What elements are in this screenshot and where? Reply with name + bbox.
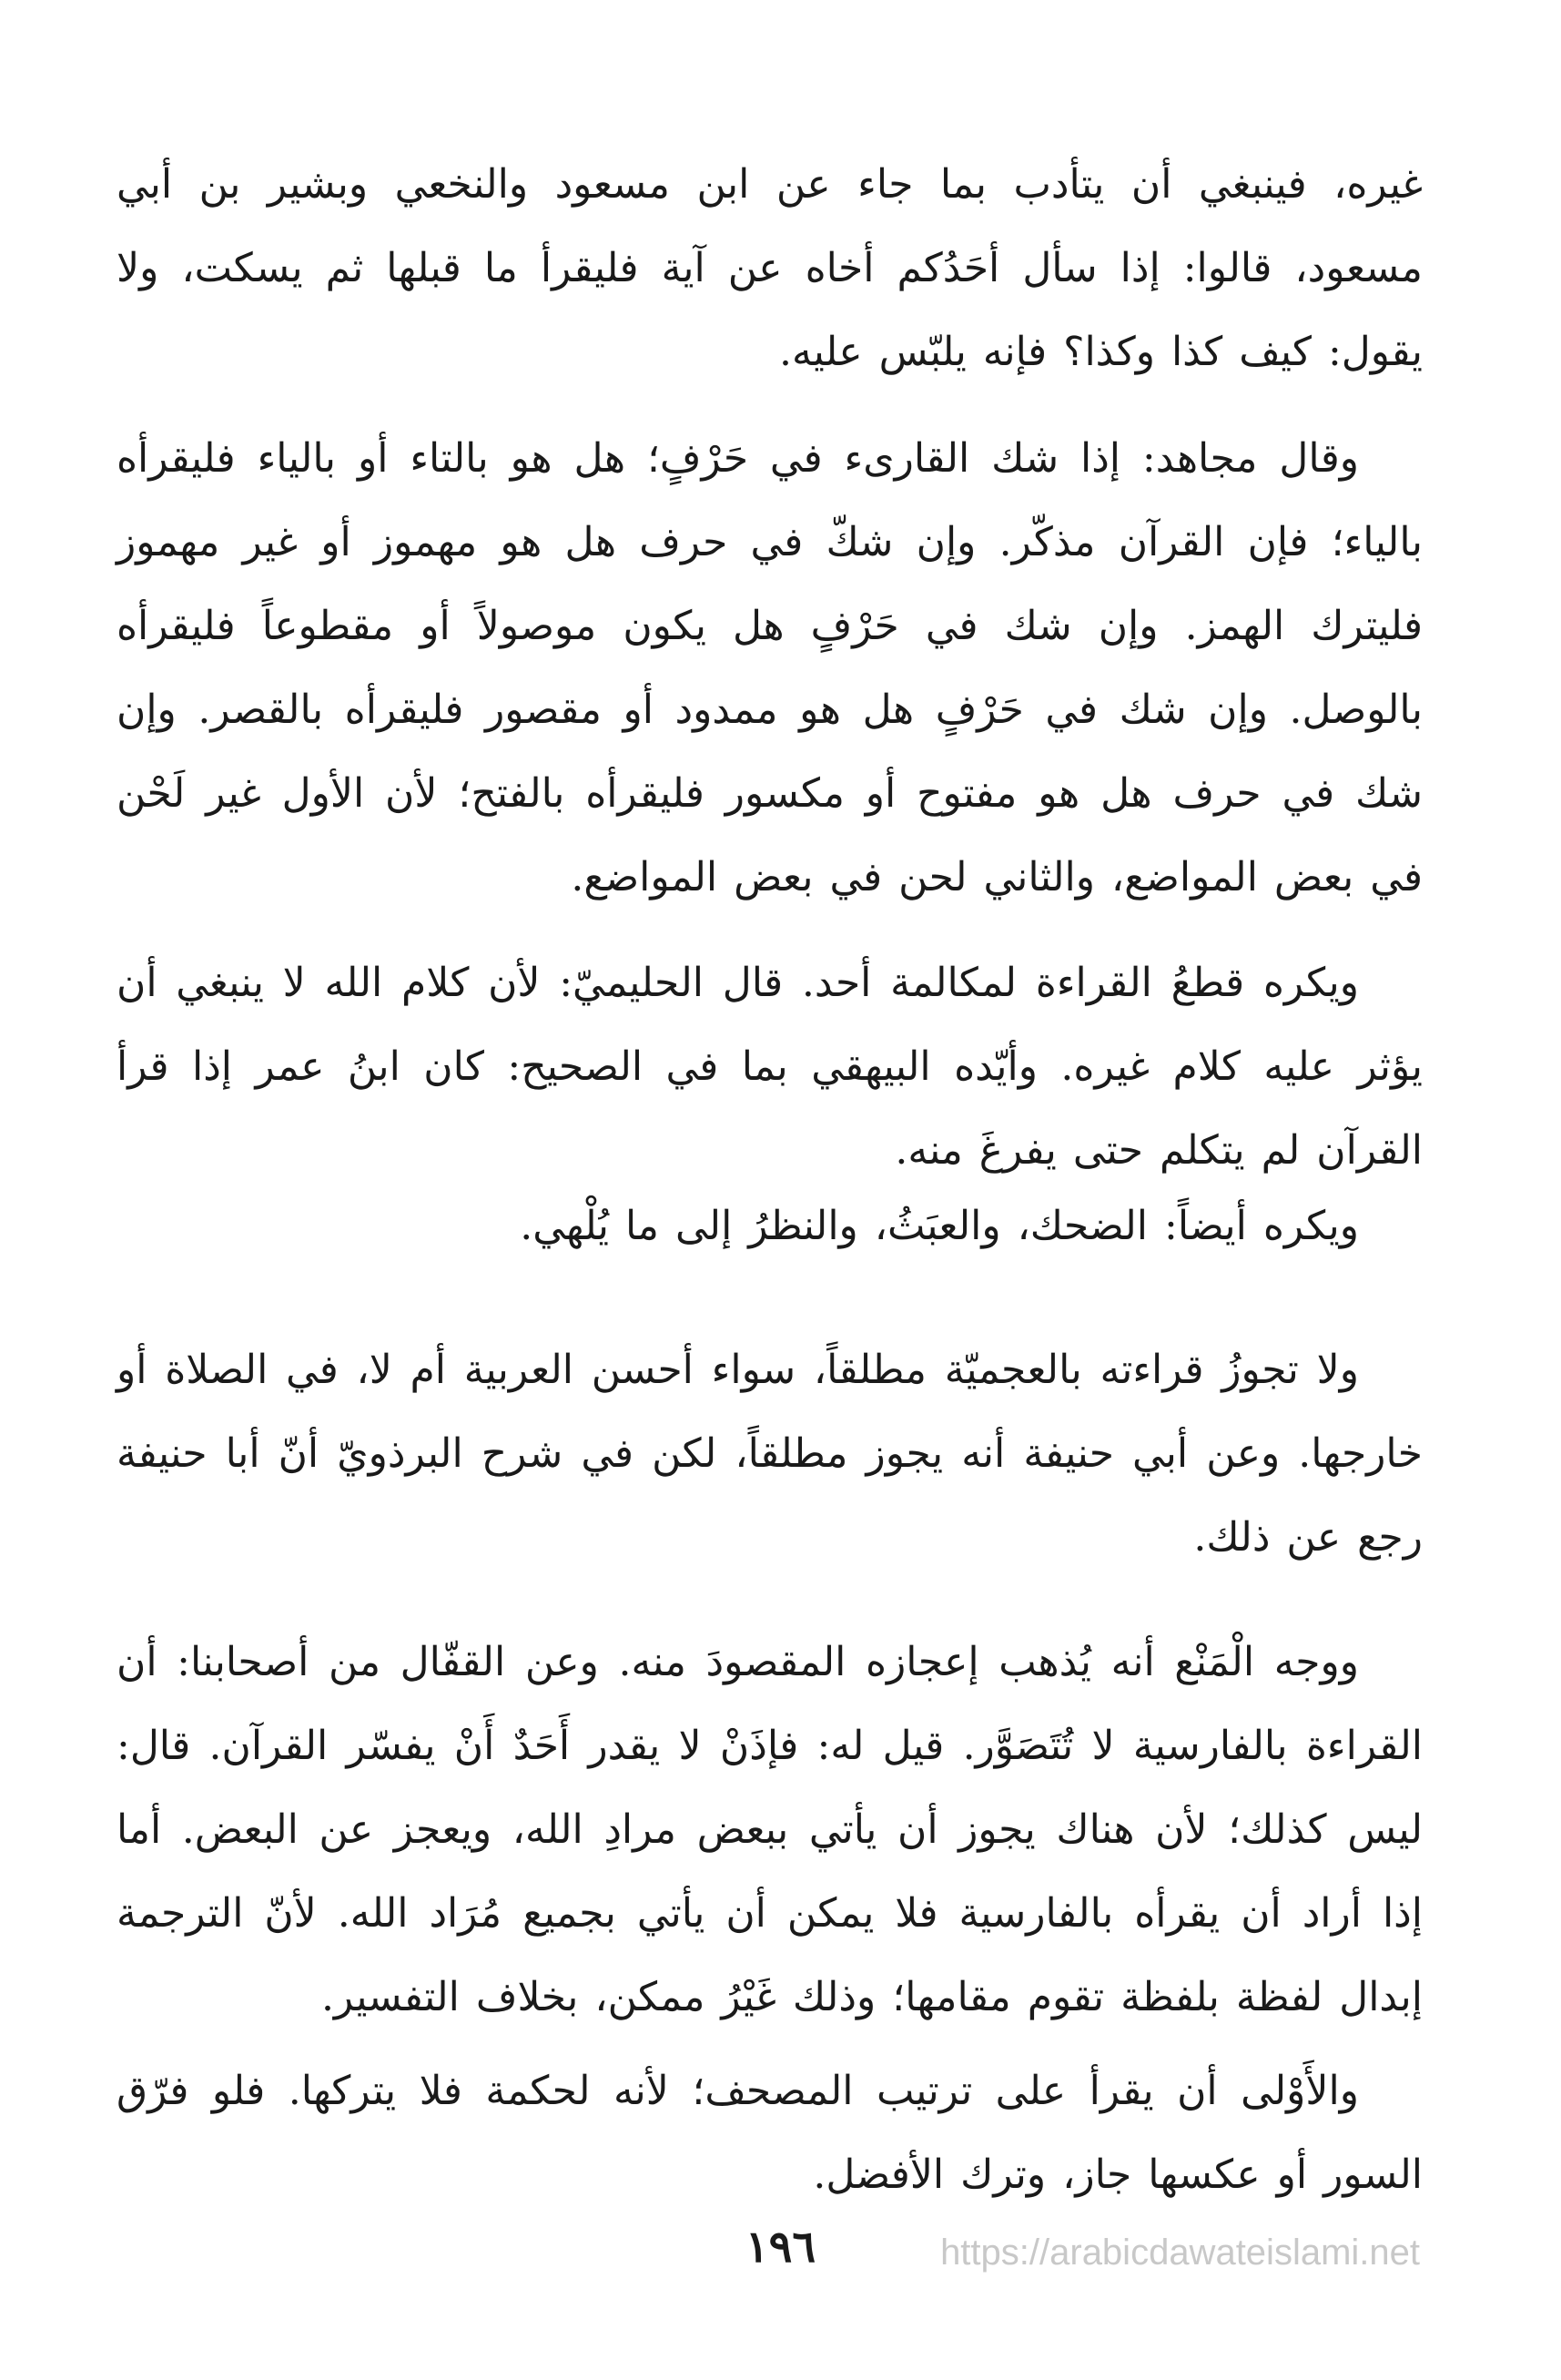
paragraph-4: ويكره أيضاً: الضحك، والعبَثُ، والنظرُ إلى ما يُلْهي. bbox=[520, 1203, 1359, 1249]
watermark-url: https://arabicdawateislami.net bbox=[940, 2233, 1420, 2273]
page-number: ١٩٦ bbox=[745, 2222, 816, 2273]
paragraph-3: ويكره قطعُ القراءة لمكالمة أحد. قال الحليميّ: لأن كلام الله لا ينبغي أن يؤثر عليه كلام غيره. وأيّده البيهقي بما في الصحيح: كان ابنُ عمر إذا قرأ القرآن لم يتكلم حتى يفرغَ منه. bbox=[117, 960, 1423, 1174]
paragraph-5: ولا تجوزُ قراءته بالعجميّة مطلقاً، سواء أحسن العربية أم لا، في الصلاة أو خارجها. وعن أبي حنيفة أنه يجوز مطلقاً، لكن في شرح البرذويّ أنّ أبا حنيفة رجع عن ذلك. bbox=[117, 1347, 1423, 1561]
paragraph-1: غيره، فينبغي أن يتأدب بما جاء عن ابن مسعود والنخعي وبشير بن أبي مسعود، قالوا: إذا سأل أحَدُكم أخاه عن آية فليقرأ ما قبلها ثم يسكت، ولا يقول: كيف كذا وكذا؟ فإنه يلبّس عليه. bbox=[117, 161, 1423, 375]
paragraph-2: وقال مجاهد: إذا شك القارىء في حَرْفٍ؛ هل هو بالتاء أو بالياء فليقرأه بالياء؛ فإن القرآن مذكّر. وإن شكّ في حرف هل هو مهموز أو غير مهموز فليترك الهمز. وإن شك في حَرْفٍ هل يكون موصولاً أو مقطوعاً فليقرأه بالوصل. وإن شك في حَرْفٍ هل هو ممدود أو مقصور فليقرأه بالقصر. وإن شك في حرف هل هو مفتوح أو مكسور فليقرأه بالفتح؛ لأن الأول غير لَحْن في بعض المواضع، والثاني لحن في بعض المواضع. bbox=[117, 435, 1423, 900]
paragraph-7: والأَوْلى أن يقرأ على ترتيب المصحف؛ لأنه لحكمة فلا يتركها. فلو فرّق السور أو عكسها جاز، وترك الأفضل. bbox=[117, 2068, 1423, 2198]
paragraph-6: ووجه الْمَنْع أنه يُذهب إعجازه المقصودَ منه. وعن القفّال من أصحابنا: أن القراءة بالفارسية لا تُتَصَوَّر. قيل له: فإذَنْ لا يقدر أَحَدٌ أَنْ يفسّر القرآن. قال: ليس كذلك؛ لأن هناك يجوز أن يأتي ببعض مرادِ الله، ويعجز عن البعض. أما إذا أراد أن يقرأه بالفارسية فلا يمكن أن يأتي بجميع مُرَاد الله. لأنّ الترجمة إبدال لفظة بلفظة تقوم مقامها؛ وذلك غَيْرُ ممكن، بخلاف التفسير. bbox=[117, 1639, 1423, 2020]
